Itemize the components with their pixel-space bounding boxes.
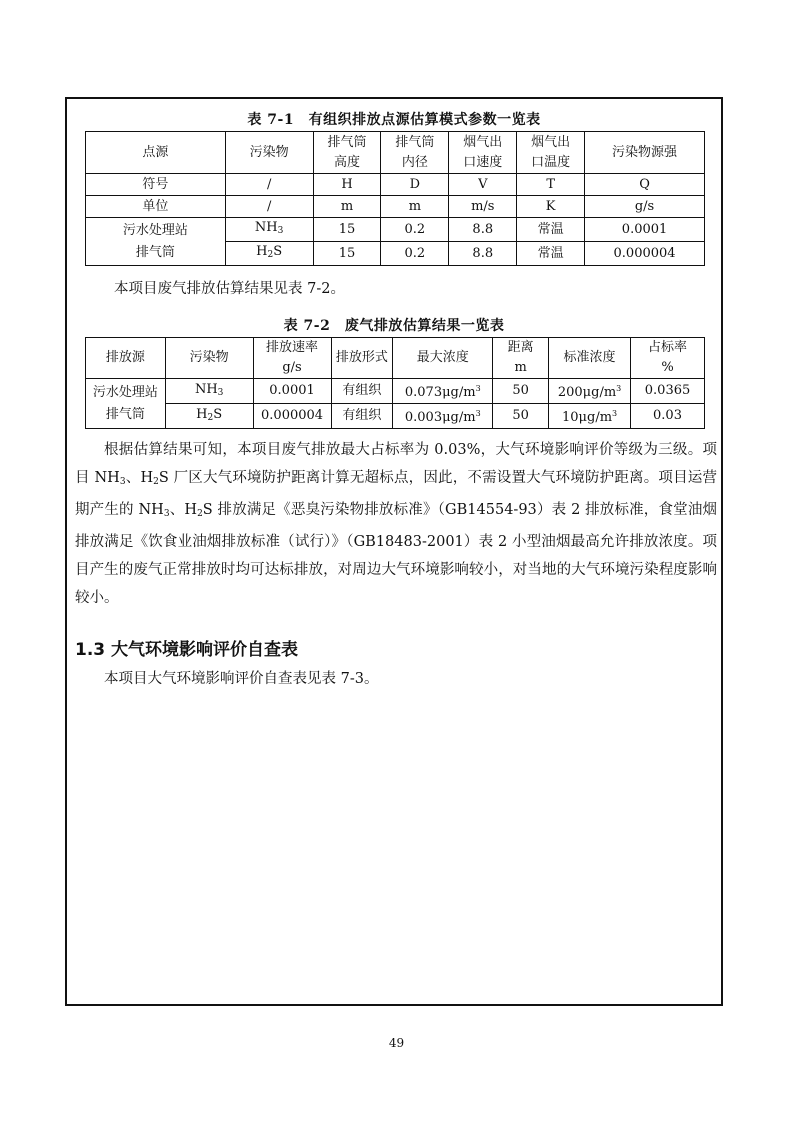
table1-header-cell: 排气筒 高度	[313, 132, 381, 174]
table1-cell: 常温	[517, 218, 585, 242]
table2-cell: 50	[493, 404, 549, 429]
result-text	[75, 436, 717, 612]
table1-pollutant-cell	[225, 242, 313, 266]
table2-cell: 0.0365	[631, 379, 705, 404]
standard-text: 200μg/m	[557, 385, 617, 400]
table1-header-cell: 污染物源强	[585, 132, 705, 174]
table2-header-cell: 标准浓度	[549, 338, 631, 379]
table2-cell	[393, 404, 493, 429]
table2-row	[86, 404, 705, 429]
table1-cell: 0.0001	[585, 218, 705, 242]
table1-cell: H	[313, 174, 381, 196]
table2-cell: 0.000004	[253, 404, 331, 429]
table1-cell: 符号	[86, 174, 226, 196]
table2-source-cell: 污水处理站 排气筒	[86, 379, 166, 429]
text-run: 根据估算结果可知，本项目废气排放最大占标率为 0.03%，大气环境影响评价等级为三级。项目 NH	[75, 442, 717, 486]
pollutant-subscript: 3	[217, 387, 224, 398]
section-paragraph	[75, 665, 717, 693]
pollutant-text: H	[196, 406, 208, 422]
table1-cell: K	[517, 196, 585, 218]
intro-text: 本项目废气排放估算结果见表 7-2。	[114, 281, 345, 297]
table1-cell: /	[225, 196, 313, 218]
subscript: 3	[163, 509, 170, 519]
pollutant-text: S	[273, 244, 283, 259]
table2-cell: 有组织	[331, 379, 393, 404]
section-heading: 1.3 大气环境影响评价自查表	[75, 640, 299, 660]
table1-header-cell: 污染物	[225, 132, 313, 174]
table2-cell: 50	[493, 379, 549, 404]
pollutant-text: S	[213, 406, 223, 422]
table1-cell: m	[313, 196, 381, 218]
text-run: 、H	[125, 470, 154, 486]
table2-header-cell: 最大浓度	[393, 338, 493, 379]
table1-cell: D	[381, 174, 449, 196]
table1-header-cell: 烟气出 口速度	[449, 132, 517, 174]
pollutant-subscript: 2	[207, 412, 214, 423]
text-run: 、H	[169, 502, 198, 518]
table2-cell	[549, 379, 631, 404]
table2-header-cell: 排放源	[86, 338, 166, 379]
result-paragraph	[75, 436, 717, 612]
table2-cell	[549, 404, 631, 429]
subscript: 2	[153, 477, 159, 487]
page-frame	[65, 97, 723, 1006]
table2-header-cell: 排放形式	[331, 338, 393, 379]
table1-caption: 表 7-1 有组织排放点源估算模式参数一览表	[247, 112, 541, 128]
table2-header-cell: 污染物	[165, 338, 253, 379]
table1-pollutant-cell	[225, 218, 313, 242]
table2-pollutant-cell	[165, 379, 253, 404]
table1-row	[86, 218, 705, 242]
table1	[85, 131, 705, 266]
table1-cell: 8.8	[449, 242, 517, 266]
table1-cell: T	[517, 174, 585, 196]
table1-cell: 0.2	[381, 242, 449, 266]
unit-superscript: 3	[612, 409, 618, 418]
table2-pollutant-cell	[165, 404, 253, 429]
subscript: 3	[119, 477, 126, 487]
table2-cell	[393, 379, 493, 404]
table1-cell: 8.8	[449, 218, 517, 242]
page-number: 49	[388, 1036, 405, 1050]
unit-superscript: 3	[616, 384, 622, 393]
table1-cell: m	[381, 196, 449, 218]
table1-cell: 15	[313, 242, 381, 266]
table1-cell: V	[449, 174, 517, 196]
table1-header-cell: 点源	[86, 132, 226, 174]
pollutant-subscript: 2	[267, 250, 274, 260]
table1-cell: 15	[313, 218, 381, 242]
table2-cell: 有组织	[331, 404, 393, 429]
table1-cell: Q	[585, 174, 705, 196]
table1-cell: g/s	[585, 196, 705, 218]
table2-header-row	[86, 338, 705, 379]
table2-row	[86, 379, 705, 404]
table1-cell: 单位	[86, 196, 226, 218]
table1-header-row	[86, 132, 705, 174]
table2-cell: 0.03	[631, 404, 705, 429]
table2-caption: 表 7-2 废气排放估算结果一览表	[283, 318, 505, 334]
table1-cell: /	[225, 174, 313, 196]
pollutant-text: NH	[254, 220, 278, 235]
pollutant-text: H	[256, 244, 268, 259]
table2-cell: 0.0001	[253, 379, 331, 404]
table2-header-cell: 距离 m	[493, 338, 549, 379]
table1-cell: 0.000004	[585, 242, 705, 266]
table2-header-cell: 排放速率 g/s	[253, 338, 331, 379]
table1-cell: m/s	[449, 196, 517, 218]
intro-paragraph	[85, 275, 705, 303]
table1-symbol-row	[86, 174, 705, 196]
table1-cell: 0.2	[381, 218, 449, 242]
table1-source-cell: 污水处理站 排气筒	[86, 218, 226, 266]
text-run: S 厂区大气环境防护距离计算无超标点，因此，不需设置大气环境防护距离。项目运营期产生的 NH	[75, 470, 717, 518]
table1-header-cell: 烟气出 口温度	[517, 132, 585, 174]
concentration-text: 0.003μg/m	[404, 410, 476, 425]
table1-cell: 常温	[517, 242, 585, 266]
text-run: S 排放满足《恶臭污染物排放标准》（GB14554-93）表 2 排放标准，食堂油烟排放满足《饮食业油烟排放标准（试行）》（GB18483-2001）表 2 小型油烟最高允许排放浓度。项目产生的废气正常排放时均可达标排放，对周边大气环境影响较小，对当地的大气环境污染程度影响较小。	[75, 502, 717, 606]
table1-unit-row	[86, 196, 705, 218]
concentration-text: 0.073μg/m	[404, 385, 476, 400]
table2	[85, 337, 705, 429]
pollutant-text: NH	[194, 381, 218, 397]
unit-superscript: 3	[475, 409, 481, 418]
subscript: 2	[197, 509, 203, 519]
unit-superscript: 3	[475, 384, 481, 393]
table1-header-cell: 排气筒 内径	[381, 132, 449, 174]
pollutant-subscript: 3	[277, 226, 284, 236]
section-text: 本项目大气环境影响评价自查表见表 7-3。	[104, 671, 379, 687]
table2-header-cell: 占标率 %	[631, 338, 705, 379]
standard-text: 10μg/m	[562, 410, 613, 425]
